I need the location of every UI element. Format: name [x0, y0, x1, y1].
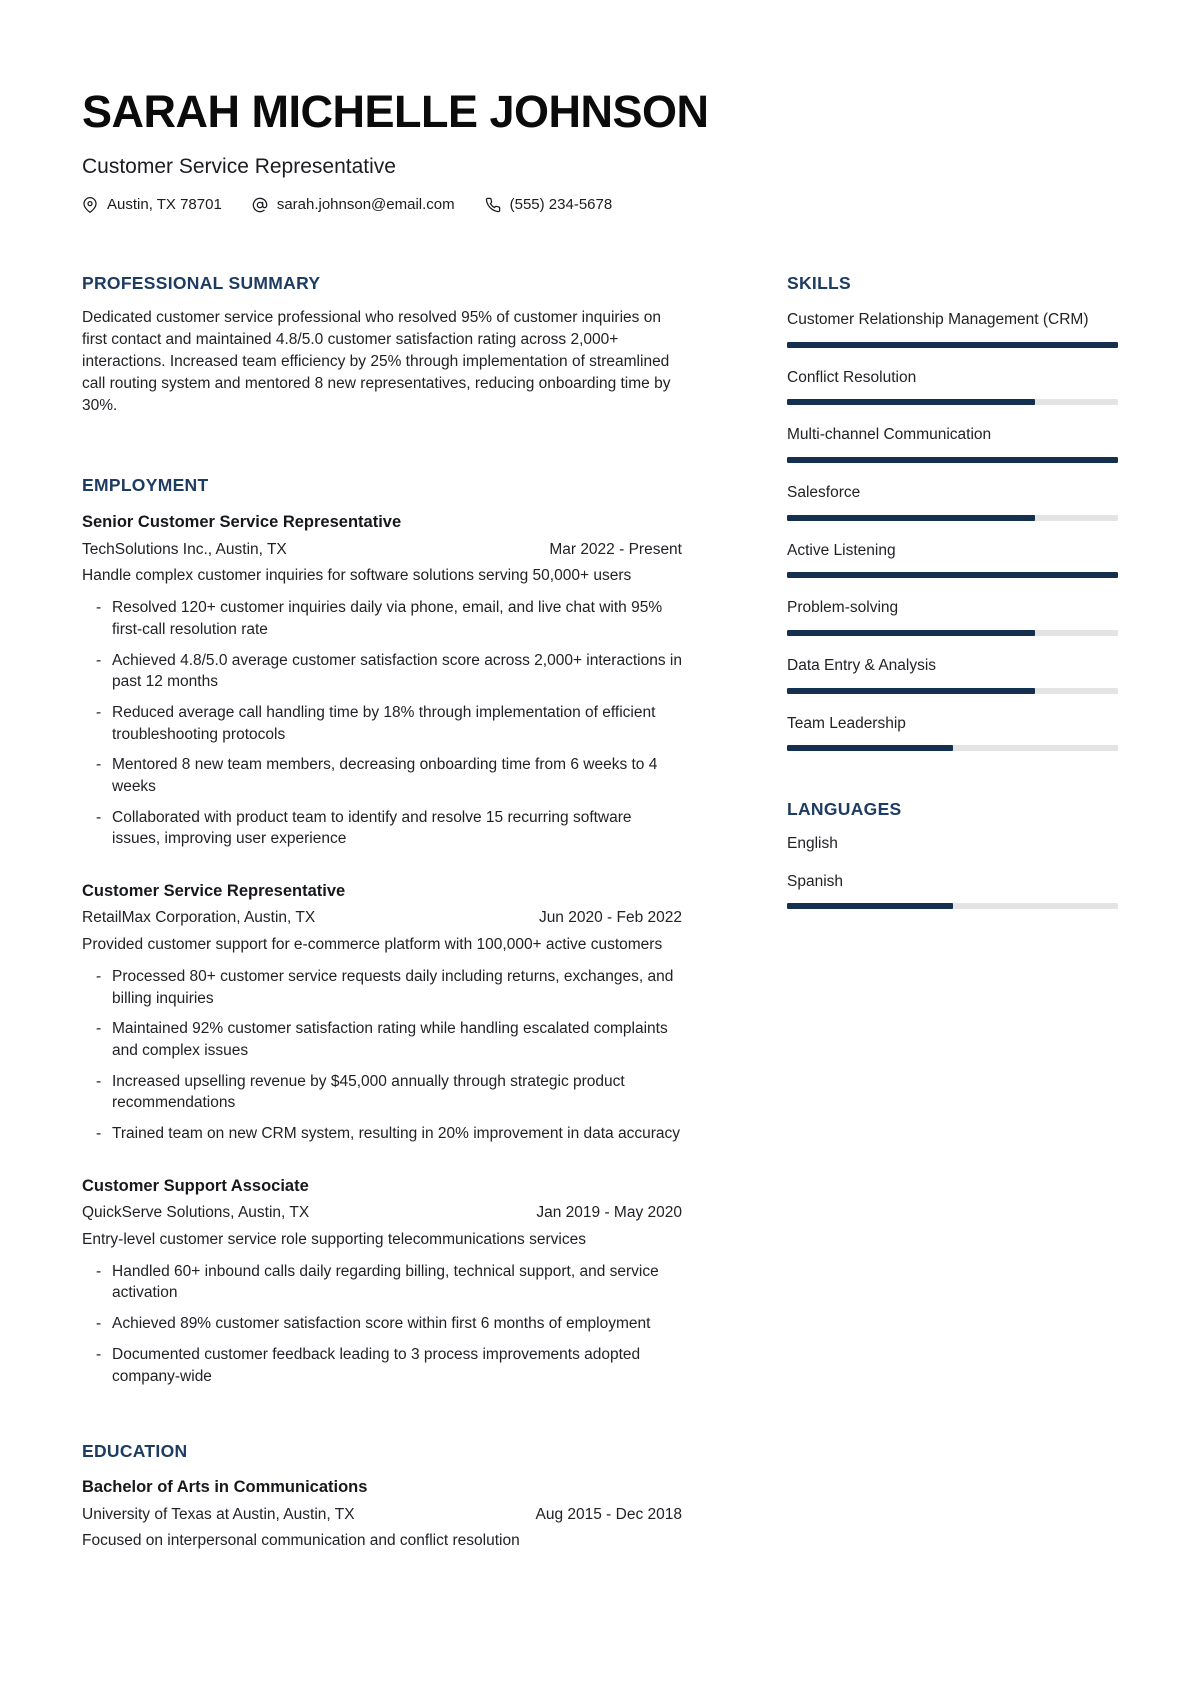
- skill-label: Problem-solving: [787, 599, 899, 617]
- skill-bar-track: [787, 399, 1118, 405]
- skill-bar-fill: [787, 745, 953, 751]
- language-item: [787, 872, 1118, 910]
- skill-label: Team Leadership: [787, 714, 906, 732]
- skill-bar-fill: [787, 399, 1035, 405]
- person-job-title: Customer Service Representative: [82, 155, 396, 179]
- skills-section: [787, 273, 1118, 751]
- job-entry: [82, 1175, 682, 1387]
- main-column: [82, 273, 682, 1552]
- skill-bar-track: [787, 515, 1118, 521]
- job-meta-row: [82, 907, 682, 929]
- contact-location-text: Austin, TX 78701: [107, 196, 222, 214]
- skill-bar-fill: [787, 688, 1035, 694]
- bullet-item: - Achieved 4.8/5.0 average customer satisfaction score across 2,000+ interactions in past 12 months: [112, 650, 682, 693]
- bullet-item: - Trained team on new CRM system, resulting in 20% improvement in data accuracy: [112, 1123, 682, 1145]
- bullet-item: - Documented customer feedback leading to 3 process improvements adopted company-wide: [112, 1344, 682, 1387]
- job-dates: Jun 2020 - Feb 2022: [538, 909, 682, 927]
- phone-icon: [485, 197, 501, 213]
- skill-bar-fill: [787, 457, 1118, 463]
- job-title: Senior Customer Service Representative: [82, 513, 402, 532]
- skill-bar-track: [787, 688, 1118, 694]
- language-item: [787, 834, 1118, 855]
- resume-columns: [82, 273, 1118, 1552]
- education-degree: Bachelor of Arts in Communications: [82, 1478, 368, 1497]
- languages-section: [787, 799, 1118, 909]
- bullet-item: - Achieved 89% customer satisfaction score within first 6 months of employment: [112, 1313, 682, 1335]
- summary-section: [82, 273, 682, 417]
- education-note: Focused on interpersonal communication and conflict resolution: [82, 1532, 520, 1550]
- contact-row: [82, 196, 1118, 213]
- bullet-item: - Resolved 120+ customer inquiries daily via phone, email, and live chat with 95% first-call resolution rate: [112, 597, 682, 640]
- at-sign-icon: [252, 197, 268, 213]
- skills-heading: SKILLS: [787, 273, 852, 294]
- skill-bar-fill: [787, 515, 1035, 521]
- job-company: TechSolutions Inc., Austin, TX: [82, 540, 287, 558]
- education-heading: EDUCATION: [82, 1441, 188, 1462]
- contact-email-text: sarah.johnson@email.com: [276, 196, 455, 214]
- skill-label: Multi-channel Communication: [787, 426, 992, 444]
- skill-item: [787, 541, 1118, 579]
- education-section: [82, 1441, 682, 1552]
- employment-heading: EMPLOYMENT: [82, 475, 209, 496]
- contact-location: [82, 196, 222, 213]
- skill-bar-track: [787, 457, 1118, 463]
- job-dates: Mar 2022 - Present: [549, 540, 682, 558]
- job-dates: Jan 2019 - May 2020: [536, 1204, 682, 1222]
- skill-bar-fill: [787, 572, 1118, 578]
- education-school: University of Texas at Austin, Austin, TX: [82, 1505, 355, 1523]
- job-summary: Entry-level customer service role supporting telecommunications services: [82, 1230, 586, 1248]
- job-entry: [82, 880, 682, 1145]
- skill-label: Customer Relationship Management (CRM): [787, 311, 1089, 329]
- map-pin-icon: [82, 197, 98, 213]
- bullet-item: - Handled 60+ inbound calls daily regarding billing, technical support, and service activation: [112, 1261, 682, 1304]
- person-name: SARAH MICHELLE JOHNSON: [82, 86, 709, 137]
- languages-list: [787, 834, 1118, 909]
- skill-bar-track: [787, 745, 1118, 751]
- skill-bar-track: [787, 630, 1118, 636]
- skills-list: [787, 310, 1118, 751]
- skill-item: [787, 714, 1118, 752]
- skill-item: [787, 368, 1118, 406]
- employment-section: [82, 475, 682, 1387]
- job-bullets: [82, 1261, 682, 1387]
- job-summary: Handle complex customer inquiries for software solutions serving 50,000+ users: [82, 567, 632, 585]
- contact-phone: [485, 196, 613, 213]
- language-label: English: [787, 835, 838, 853]
- bullet-item: - Mentored 8 new team members, decreasing onboarding time from 6 weeks to 4 weeks: [112, 754, 682, 797]
- job-summary: Provided customer support for e-commerce platform with 100,000+ active customers: [82, 936, 663, 954]
- languages-heading: LANGUAGES: [787, 799, 902, 820]
- skill-bar-track: [787, 572, 1118, 578]
- contact-email: [252, 196, 455, 213]
- job-title: Customer Service Representative: [82, 882, 346, 901]
- language-label: Spanish: [787, 872, 844, 890]
- job-company: RetailMax Corporation, Austin, TX: [82, 909, 316, 927]
- skill-bar-fill: [787, 630, 1035, 636]
- bullet-item: - Increased upselling revenue by $45,000 annually through strategic product recommendations: [112, 1071, 682, 1114]
- education-dates: Aug 2015 - Dec 2018: [535, 1505, 682, 1523]
- bullet-item: - Maintained 92% customer satisfaction rating while handling escalated complaints and complex issues: [112, 1018, 682, 1061]
- skill-item: [787, 656, 1118, 694]
- language-bar-fill: [787, 903, 953, 909]
- skill-label: Salesforce: [787, 484, 861, 502]
- resume-header: [82, 88, 1118, 213]
- skill-bar-track: [787, 342, 1118, 348]
- contact-phone-text: (555) 234-5678: [509, 196, 613, 214]
- summary-text: Dedicated customer service professional who resolved 95% of customer inquiries on first contact and maintained 4.8/5.0 customer satisfaction rating across 2,000+ interactions. Increased team efficiency by 25% through implementation of streamlined call routing system and mentored 8 new representatives, reducing onboarding time by 30%.: [82, 309, 671, 415]
- skill-item: [787, 483, 1118, 521]
- job-title: Customer Support Associate: [82, 1176, 309, 1195]
- education-meta-row: [82, 1504, 682, 1526]
- skill-item: [787, 425, 1118, 463]
- job-entry: [82, 511, 682, 850]
- job-company: QuickServe Solutions, Austin, TX: [82, 1204, 310, 1222]
- bullet-item: - Reduced average call handling time by 18% through implementation of efficient troubleshooting protocols: [112, 702, 682, 745]
- summary-heading: PROFESSIONAL SUMMARY: [82, 273, 321, 294]
- skill-bar-fill: [787, 342, 1118, 348]
- skill-label: Active Listening: [787, 541, 896, 559]
- skill-label: Conflict Resolution: [787, 368, 917, 386]
- job-meta-row: [82, 539, 682, 561]
- skill-item: [787, 598, 1118, 636]
- job-meta-row: [82, 1202, 682, 1224]
- skill-item: [787, 310, 1118, 348]
- bullet-item: - Processed 80+ customer service requests daily including returns, exchanges, and billing inquiries: [112, 966, 682, 1009]
- job-bullets: [82, 597, 682, 850]
- sidebar: [787, 273, 1118, 1552]
- skill-label: Data Entry & Analysis: [787, 656, 937, 674]
- bullet-item: - Collaborated with product team to identify and resolve 15 recurring software issues, improving user experience: [112, 807, 682, 850]
- job-bullets: [82, 966, 682, 1145]
- language-bar-track: [787, 903, 1118, 909]
